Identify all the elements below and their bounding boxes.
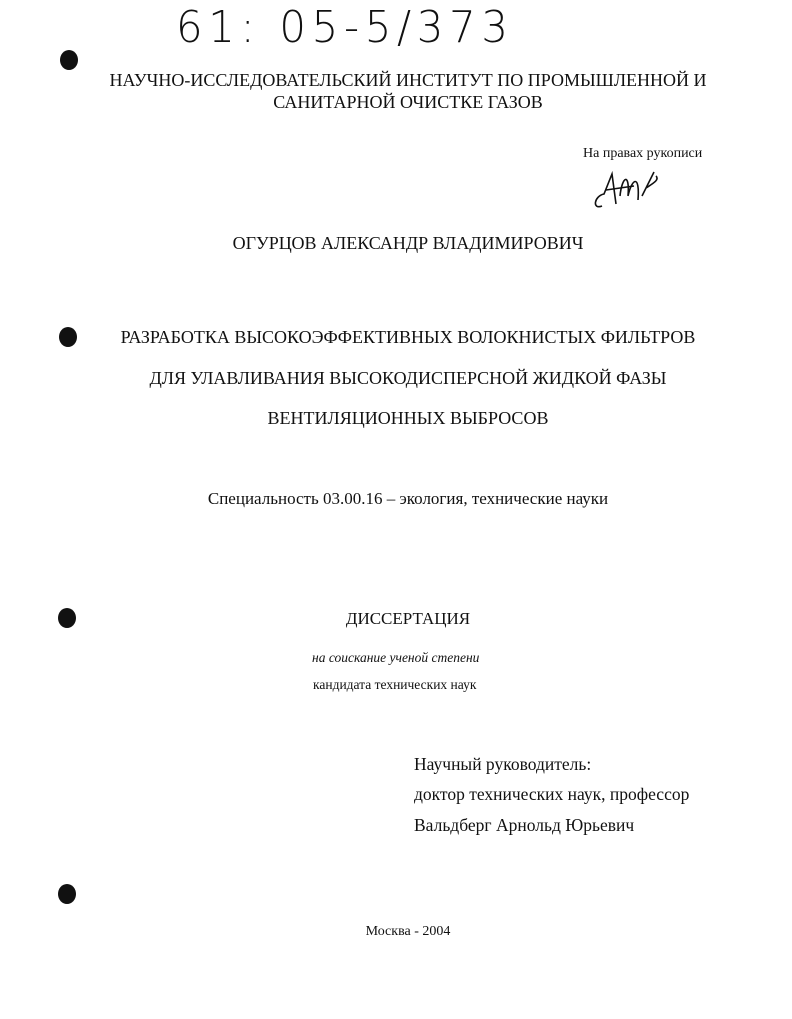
- institute-line: НАУЧНО-ИССЛЕДОВАТЕЛЬСКИЙ ИНСТИТУТ ПО ПРОМЫШЛЕННОЙ И: [109, 70, 707, 90]
- handwritten-archive-number: 61: 05-5/373: [176, 2, 514, 53]
- supervisor-name: Вальдберг Арнольд Юрьевич: [414, 815, 635, 835]
- author-name: ОГУРЦОВ АЛЕКСАНДР ВЛАДИМИРОВИЧ: [232, 233, 584, 253]
- manuscript-rights: На правах рукописи: [583, 146, 703, 161]
- document-type: ДИССЕРТАЦИЯ: [345, 609, 471, 628]
- punch-hole: [58, 884, 76, 904]
- degree-line: на соискание ученой степени: [312, 650, 480, 665]
- supervisor-title: доктор технических наук, профессор: [414, 784, 690, 804]
- title-line: РАЗРАБОТКА ВЫСОКОЭФФЕКТИВНЫХ ВОЛОКНИСТЫХ ФИЛЬТРОВ: [120, 327, 696, 347]
- supervisor-label: Научный руководитель:: [414, 754, 592, 774]
- degree-line: кандидата технических наук: [313, 677, 477, 692]
- institute-line: САНИТАРНОЙ ОЧИСТКЕ ГАЗОВ: [273, 92, 543, 112]
- title-line: ВЕНТИЛЯЦИОННЫХ ВЫБРОСОВ: [267, 408, 549, 428]
- specialty: Специальность 03.00.16 – экология, технические науки: [207, 489, 609, 508]
- signature: [590, 166, 665, 214]
- city-year: Москва - 2004: [365, 924, 451, 939]
- title-line: ДЛЯ УЛАВЛИВАНИЯ ВЫСОКОДИСПЕРСНОЙ ЖИДКОЙ ФАЗЫ: [149, 368, 667, 388]
- punch-hole: [60, 50, 78, 70]
